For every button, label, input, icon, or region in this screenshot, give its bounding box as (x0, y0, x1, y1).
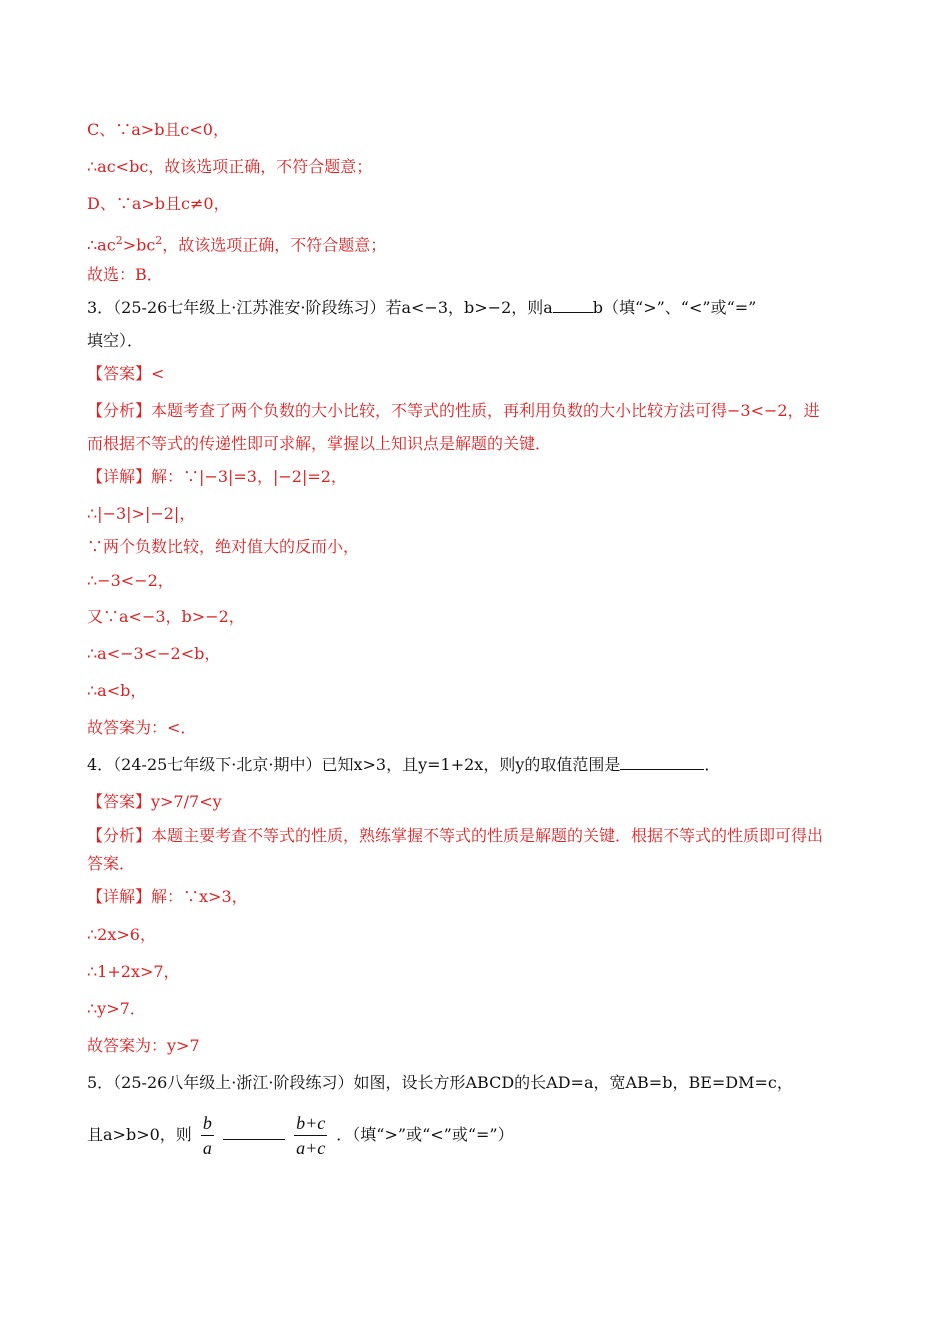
answer-blank (553, 312, 593, 313)
question-4-answer: 【答案】y>7/7<y (87, 792, 222, 811)
question-4-step-2: ∴1+2x>7， (87, 962, 180, 981)
question-5-stem: 5．（25-26八年级上·浙江·阶段练习）如图，设长方形ABCD的长AD=a，宽AB=b，BE=DM=c， (87, 1073, 793, 1092)
question-3-step-1: ∴|−3|>|−2|， (87, 504, 196, 523)
option-c-condition: C、∵a>b且c<0， (87, 120, 229, 139)
fraction-bc-over-ac: $\frac{b+c}{a+c}$ (296, 1113, 326, 1158)
question-3-step-4: 又∵a<−3，b>−2， (87, 607, 245, 626)
question-4-final: 故答案为：y>7 (87, 1036, 200, 1055)
question-3-final: 故答案为：<． (87, 718, 197, 737)
question-4-step-3: ∴y>7． (87, 999, 146, 1018)
question-3-step-5: ∴a<−3<−2<b， (87, 644, 221, 663)
question-4-analysis-line2: 答案． (87, 854, 136, 873)
question-3-analysis: 【分析】本题考查了两个负数的大小比较，不等式的性质，再利用负数的大小比较方法可得−3<−2，进 (87, 401, 820, 420)
question-3-stem: 3．（25-26七年级上·江苏淮安·阶段练习）若a<−3，b>−2，则a b（填“>”、“<”或“=” (87, 298, 757, 317)
answer-blank (223, 1139, 285, 1140)
question-3-stem-line2: 填空）． (87, 331, 144, 350)
fraction-b-over-a: $\frac{b}{a}$ (202, 1113, 212, 1158)
question-4-detail: 【详解】解：∵x>3， (87, 887, 248, 906)
answer-blank (620, 769, 704, 770)
question-3-analysis-line2: 而根据不等式的传递性即可求解，掌握以上知识点是解题的关键． (87, 434, 552, 453)
option-d-result: $\therefore ac^2>bc^2$，故该选项正确，不符合题意； (87, 234, 387, 255)
choice-conclusion: 故选：B． (87, 265, 163, 284)
question-4-analysis: 【分析】本题主要考查不等式的性质，熟练掌握不等式的性质是解题的关键．根据不等式的性质即可得出 (87, 826, 824, 845)
option-d-condition: D、∵a>b且c≠0， (87, 194, 230, 213)
question-3-step-3: ∴−3<−2， (87, 571, 174, 590)
question-3-answer: 【答案】< (87, 364, 165, 383)
question-5-stem-line2: 且a>b>0，则 $\frac{b}{a}$ $\frac{b+c}{a+c}$ ．（填“>”或“<”或“=”） (87, 1113, 514, 1158)
question-3-step-6: ∴a<b， (87, 681, 147, 700)
question-4-step-1: ∴2x>6， (87, 925, 156, 944)
question-4-stem: 4．（24-25七年级下·北京·期中）已知x>3，且y=1+2x，则y的取值范围是 ． (87, 755, 721, 774)
question-3-detail: 【详解】解：∵|−3|=3，|−2|=2， (87, 467, 347, 486)
question-3-step-2: ∵两个负数比较，绝对值大的反而小， (87, 537, 360, 556)
option-c-result: ∴ac<bc，故该选项正确，不符合题意； (87, 157, 373, 176)
